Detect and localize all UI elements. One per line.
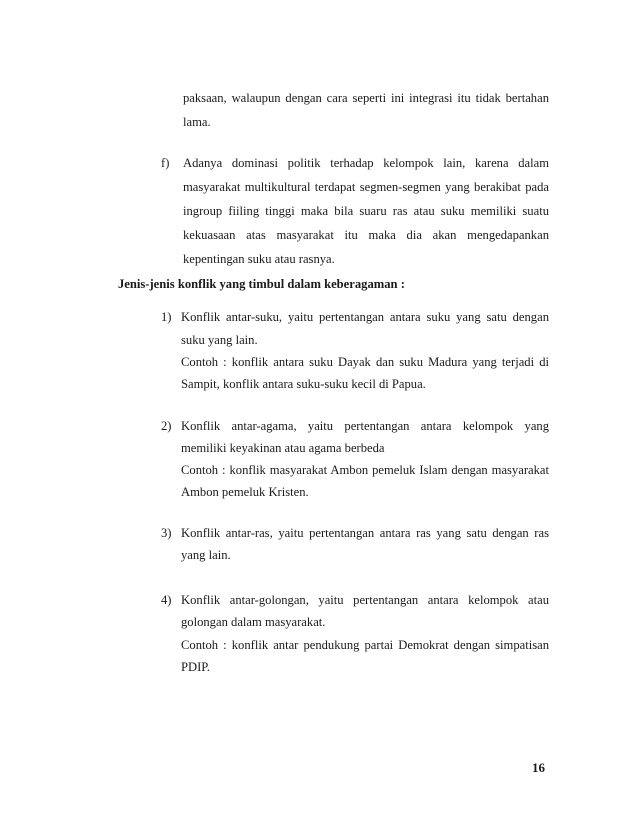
- example-line: Sampit, konflik antara suku-suku kecil di Papua.: [181, 377, 426, 391]
- example-line: Contoh : konflik antara suku Dayak dan suku Madura yang terjadi di: [181, 355, 549, 369]
- list-item-line: Konflik antar-ras, yaitu pertentangan antara ras yang satu dengan ras: [181, 526, 549, 540]
- list-marker: f): [161, 156, 170, 170]
- list-marker: 2): [161, 419, 172, 433]
- example-line: Contoh : konflik antar pendukung partai Demokrat dengan simpatisan: [181, 638, 549, 652]
- list-marker: 3): [161, 526, 172, 540]
- list-item-line: yang lain.: [181, 548, 231, 562]
- example-line: PDIP.: [181, 660, 211, 674]
- paragraph-line: paksaan, walaupun dengan cara seperti ini integrasi itu tidak bertahan: [183, 91, 549, 105]
- list-item-line: ingroup fiiling tinggi maka bila suaru ras atau suku memiliki suatu: [183, 204, 549, 218]
- list-item-line: Konflik antar-suku, yaitu pertentangan antara suku yang satu dengan: [181, 310, 549, 324]
- list-marker: 4): [161, 593, 172, 607]
- list-item-line: masyarakat multikultural terdapat segmen-segmen yang berakibat pada: [183, 180, 549, 194]
- list-item-line: kekuasaan atas masyarakat itu maka dia akan mengedapankan: [183, 228, 549, 242]
- example-line: Contoh : konflik masyarakat Ambon pemeluk Islam dengan masyarakat: [181, 463, 549, 477]
- list-item-line: kepentingan suku atau rasnya.: [183, 252, 335, 266]
- example-line: Ambon pemeluk Kristen.: [181, 485, 309, 499]
- list-item-line: Adanya dominasi politik terhadap kelompok lain, karena dalam: [183, 156, 549, 170]
- list-item-line: golongan dalam masyarakat.: [181, 615, 326, 629]
- paragraph-line: lama.: [183, 115, 211, 129]
- list-item-line: Konflik antar-golongan, yaitu pertentangan antara kelompok atau: [181, 593, 549, 607]
- page-number: 16: [532, 760, 545, 775]
- section-heading: Jenis-jenis konflik yang timbul dalam keberagaman :: [118, 277, 405, 291]
- list-marker: 1): [161, 310, 172, 324]
- list-item-line: memiliki keyakinan atau agama berbeda: [181, 441, 385, 455]
- list-item-line: Konflik antar-agama, yaitu pertentangan antara kelompok yang: [181, 419, 549, 433]
- list-item-line: suku yang lain.: [181, 333, 258, 347]
